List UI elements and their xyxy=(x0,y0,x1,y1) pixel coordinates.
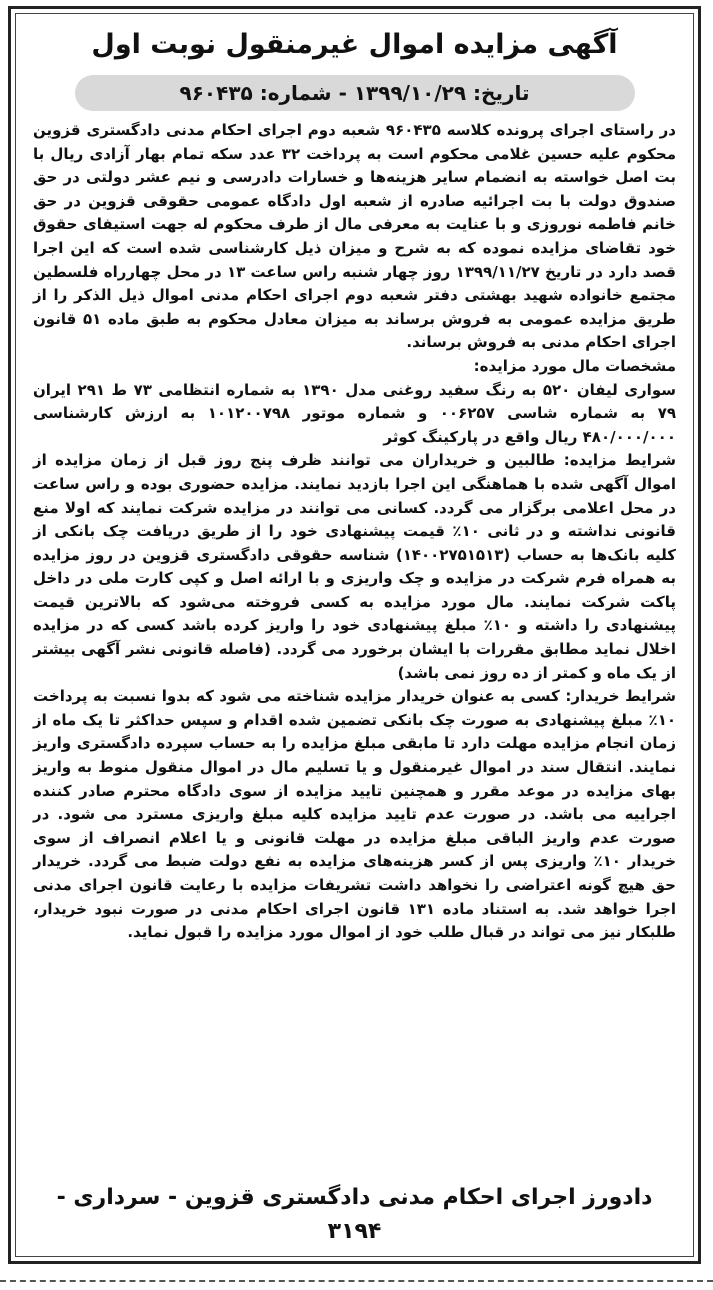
buyer-text: کسی به عنوان خریدار مزایده شناخته می شود که بدوا نسبت به پرداخت ۱۰٪ مبلغ پیشنهادی به صورت چک بانکی تضمین شده اقدام و سپس حداکثر تا یک ماه از زمان انجام مزایده مهلت دارد تا مابقی مبلغ مزایده را به حساب سپرده دادگستری واریز نمایند. انتقال سند در اموال غیرمنقول و یا تسلیم مال در اموال منقول منوط به واریز بهای مزایده در موعد مقرر و همچنین تایید مزایده از سوی دادگاه محترم صادر کننده اجراییه می باشد. در صورت عدم تایید مزایده کلیه مبلغ واریزی مسترد می شود. در صورت عدم واریز الباقی مبلغ مزایده در مهلت قانونی و یا اعلام انصراف از سوی خریدار ۱۰٪ واریزی پس از کسر هزینه‌های مزایده به نفع دولت ضبط می گردد. خریدار حق هیچ گونه اعتراضی را نخواهد داشت تشریفات مزایده با رعایت قانون اجرای مدنی اجرا خواهد شد. به استناد ماده ۱۳۱ قانون اجرای احکام مدنی در صورت نبود خریدار، طلبکار نیز می تواند در قبال طلب خود از اموال مورد مزایده را قبول نماید. xyxy=(33,687,677,942)
auction-notice xyxy=(8,6,701,1264)
buyer-paragraph xyxy=(33,685,676,945)
notice-title: آگهی مزایده اموال غیرمنقول نوبت اول xyxy=(91,29,618,60)
dashed-cut-line xyxy=(0,1280,713,1282)
conditions-paragraph xyxy=(33,449,676,685)
specs-paragraph: سواری لیفان ۵۲۰ به رنگ سفید روغنی مدل ۱۳۹۰ به شماره انتظامی ۷۳ ط ۲۹۱ ایران ۷۹ به شماره شاسی ۰۰۶۲۵۷ و شماره موتور ۱۰۱۲۰۰۷۹۸ به ارزش کارشناسی ۴۸۰/۰۰۰/۰۰۰ ریال واقع در پارکینگ کوثر xyxy=(33,380,676,446)
notice-body xyxy=(33,119,676,945)
intro-paragraph: در راستای اجرای پرونده کلاسه ۹۶۰۴۳۵ شعبه دوم اجرای احکام مدنی دادگستری قزوین محکوم علیه حسین غلامی محکوم است به پرداخت ۳۲ عدد سکه تمام بهار آزادی ریال با بت اصل خواسته به انضمام سایر هزینه‌ها و خسارات دادرسی و نیم عشر دولتی در حق صندوق دولت با بت اجرائیه صادره از شعبه اول دادگاه عمومی حقوقی قزوین در حق خانم فاطمه نوروزی و با عنایت به معرفی مال از طرف محکوم له جهت استیفای حقوق خود تقاضای مزایده نموده که به شرح و میزان ذیل کارشناسی شده است که این اجرا قصد دارد در تاریخ ۱۳۹۹/۱۱/۲۷ روز چهار شنبه راس ساعت ۱۳ در محل چهارراه فلسطین مجتمع خانواده شهید بهشتی دفتر شعبه دوم اجرای احکام مدنی اموال ذیل الذکر را از طریق مزایده عمومی به فروش برساند به میزان معادل محکوم به طبق ماده ۵۱ قانون اجرای احکام مدنی به فروش برساند. xyxy=(33,121,677,352)
buyer-heading: شرایط خریدار: xyxy=(565,687,677,706)
conditions-text: طالبین و خریداران می توانند ظرف پنج روز قبل از زمان مزایده از اموال آگهی شده با هماهنگی این اجرا بازدید نمایند. مزایده حضوری بوده و راس ساعت در محل اعلامی برگزار می گردد. کسانی می توانند در مزایده شرکت نمایند که اولا منع قانونی نداشته و در ثانی ۱۰٪ قیمت پیشنهادی خود را از طریق دریافت چک بانکی از کلیه بانک‌ها به حساب (۱۴۰۰۲۷۵۱۵۱۳) شناسه حقوقی دادگستری قزوین در روز مزایده به همراه فرم شرکت در مزایده و چک واریزی و با ارائه اصل و کپی کارت ملی در داخل پاکت شرکت نمایند. مال مورد مزایده به کسی فروخته می‌شود که بالاترین قیمت پیشنهادی را داشته و ۱۰٪ مبلغ پیشنهادی خود را واریز کرده باشد کسی که در مزایده اخلال نماید مطابق مقررات با ایشان برخورد می گردد. (فاصله قانونی نشر آگهی بیشتر از یک ماه و کمتر از ده روز نمی باشد) xyxy=(33,451,677,682)
date-and-number-bar: تاریخ: ۱۳۹۹/۱۰/۲۹ - شماره: ۹۶۰۴۳۵ xyxy=(75,75,635,111)
specs-heading: مشخصات مال مورد مزایده: xyxy=(473,356,676,375)
conditions-heading: شرایط مزایده: xyxy=(563,451,676,470)
signature-footer: دادورز اجرای احکام مدنی دادگستری قزوین - سرداری - ۳۱۹۴ xyxy=(56,1185,653,1244)
